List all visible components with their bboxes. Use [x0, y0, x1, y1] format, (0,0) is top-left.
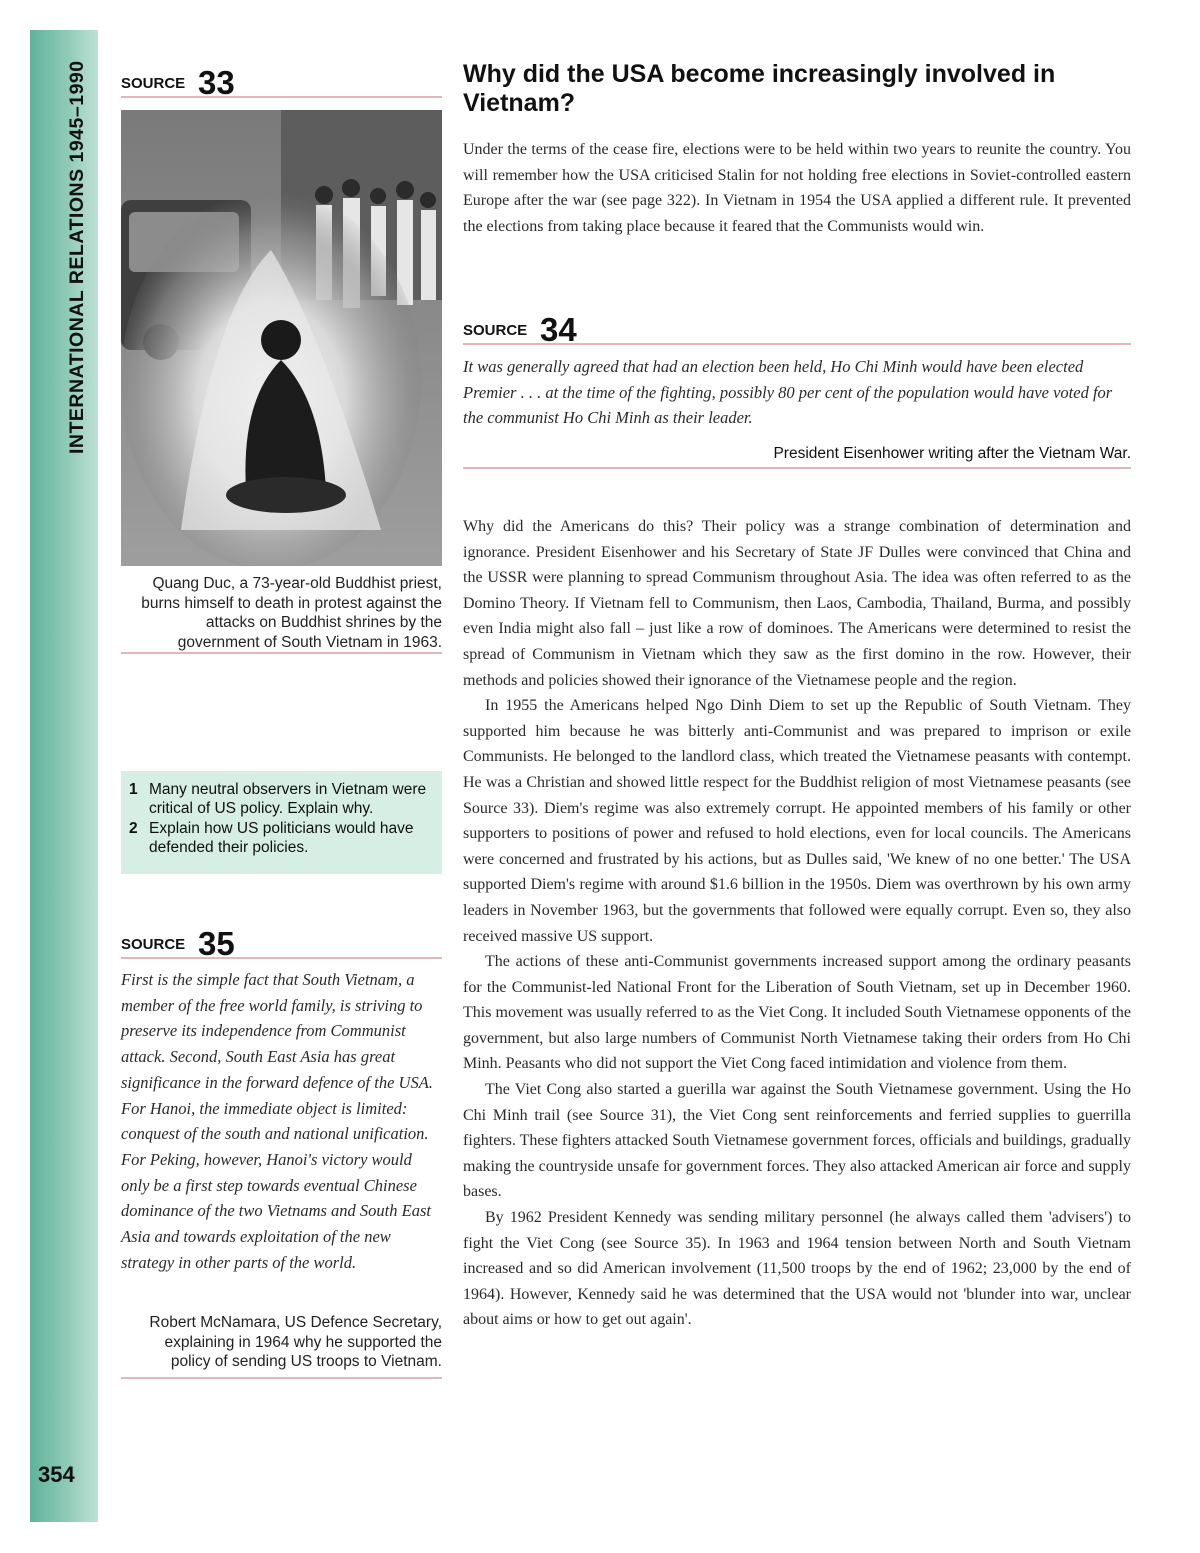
source-number: 33 — [198, 64, 235, 101]
body-paragraph: Why did the Americans do this? Their policy was a strange combination of determination and ignorance. President Eisenhower and his Secretary of State JF Dulles were convinced that China and the USSR were planning to spread Communism throughout Asia. The idea was often referred to as the Domino Theory. If Vietnam fell to Communism, then Laos, Cambodia, Thailand, Burma, and possibly even India might also fall – just like a row of dominoes. The Americans were determined to resist the spread of Communism in Vietnam which they saw as the first domino in the row. However, their methods and policies showed their ignorance of the Vietnamese people and the region. — [463, 518, 1131, 689]
source-label: SOURCE — [121, 75, 186, 92]
source-35-header — [121, 923, 442, 962]
source-35-quote: First is the simple fact that South Vietnam, a member of the free world family, is striving to preserve its independence from Communist attack. Second, South East Asia has great significance in the forward defence of the USA. For Hanoi, the immediate object is limited: conquest of the south and national unification. For Peking, however, Hanoi's victory would only be a first step towards eventual Chinese dominance of the two Vietnams and South East Asia and towards exploitation of the new strategy in other parts of the world. — [121, 970, 433, 1272]
source-label: SOURCE — [463, 322, 528, 339]
divider — [463, 467, 1131, 469]
source-label: SOURCE — [121, 936, 186, 953]
page-number: 354 — [38, 1462, 75, 1487]
questions-box — [121, 771, 442, 874]
source-34-attribution: President Eisenhower writing after the Vietnam War. — [773, 445, 1131, 462]
body-paragraph: The actions of these anti-Communist governments increased support among the ordinary peasants for the Communist-led National Front for the Liberation of South Vietnam, set up in December 1960. This movement was usually referred to as the Viet Cong. It included South Vietnamese opponents of the government, but also large numbers of Communist North Vietnamese taking their orders from Ho Chi Minh. Peasants who did not support the Viet Cong faced intimidation and violence from them. — [463, 953, 1131, 1073]
source-34-quote: It was generally agreed that had an election been held, Ho Chi Minh would have been elected Premier . . . at the time of the fighting, possibly 80 per cent of the population would have voted for the communist Ho Chi Minh as their leader. — [463, 357, 1113, 427]
question-item — [129, 819, 434, 858]
main-body — [463, 514, 1131, 1333]
divider — [121, 1377, 442, 1379]
burning-monk-photo-illustration — [121, 110, 442, 566]
question-number: 2 — [129, 819, 138, 837]
body-paragraph: The Viet Cong also started a guerilla war against the South Vietnamese government. Using the Ho Chi Minh trail (see Source 31), the Viet Cong sent reinforcements and ferried supplies to guerrilla fighters. These fighters attacked South Vietnamese government forces, officials and buildings, gradually making the countryside unsafe for government forces. They also attacked American air force and supply bases. — [463, 1081, 1131, 1201]
section-heading: Why did the USA become increasingly involved in Vietnam? — [463, 60, 1056, 117]
source-33-header — [121, 62, 442, 101]
divider — [121, 652, 442, 654]
question-number: 1 — [129, 781, 138, 798]
source-33-photo — [121, 110, 442, 566]
question-item — [129, 780, 434, 819]
question-text: Many neutral observers in Vietnam were critical of US policy. Explain why. — [149, 781, 427, 818]
sidebar-title: INTERNATIONAL RELATIONS 1945–1990 — [66, 60, 88, 454]
source-number: 34 — [540, 311, 577, 348]
source-number: 35 — [198, 925, 235, 962]
body-paragraph: In 1955 the Americans helped Ngo Dinh Diem to set up the Republic of South Vietnam. They supported him because he was bitterly anti-Communist and was prepared to imprison or exile Communists. He belonged to the landlord class, which treated the Vietnamese peasants with contempt. He was a Christian and showed little respect for the Buddhist religion of most Vietnamese peasants (see Source 33). Diem's regime was also extremely corrupt. He appointed members of his family or other supporters to positions of power and refused to hold elections, even for local councils. The Americans were concerned and frustrated by his actions, but as Dulles said, 'We knew of no one better.' The USA supported Diem's regime with around $1.6 billion in the 1950s. Diem was overthrown by his own army leaders in November 1963, but the governments that followed were equally corrupt. Even so, they also received massive US support. — [463, 697, 1131, 945]
source-33-caption: Quang Duc, a 73-year-old Buddhist priest, burns himself to death in protest against the attacks on Buddhist shrines by the government of South Vietnam in 1963. — [141, 575, 442, 651]
source-34-header — [463, 309, 1131, 348]
intro-paragraph: Under the terms of the cease fire, elections were to be held within two years to reunite the country. You will remember how the USA criticised Stalin for not holding free elections in Soviet-controlled eastern Europe after the war (see page 322). In Vietnam in 1954 the USA applied a different rule. It prevented the elections from taking place because it feared that the Communists would win. — [463, 141, 1131, 235]
body-paragraph: By 1962 President Kennedy was sending military personnel (he always called them 'advisers') to fight the Viet Cong (see Source 35). In 1963 and 1964 tension between North and South Vietnam increased and so did American involvement (11,500 troops by the end of 1962; 23,000 by the end of 1964). However, Kennedy said he was determined that the USA would not 'blunder into war, unclear about aims or how to get out again'. — [463, 1209, 1131, 1329]
source-35-attribution: Robert McNamara, US Defence Secretary, explaining in 1964 why he supported the policy of sending US troops to Vietnam. — [149, 1314, 442, 1370]
question-text: Explain how US politicians would have defended their policies. — [149, 819, 414, 856]
